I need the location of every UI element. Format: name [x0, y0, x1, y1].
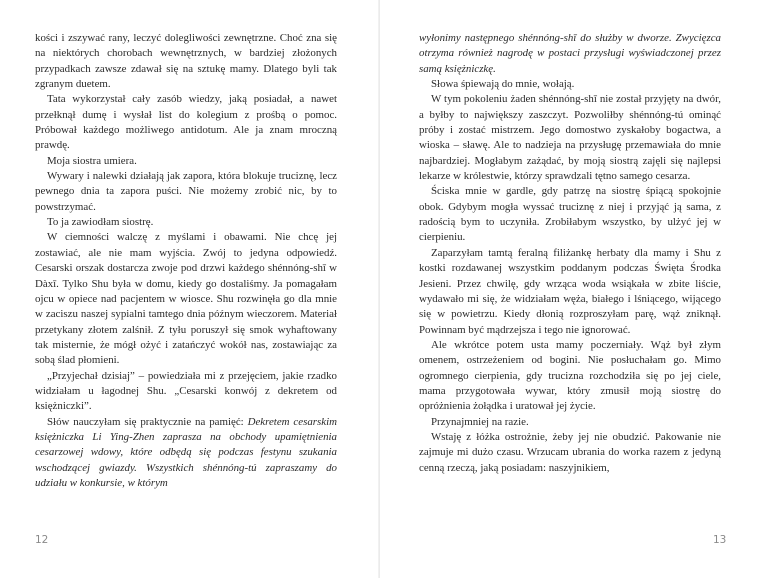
- paragraph: W ciemności walczę z myślami i obawami. Nie chcę jej zostawiać, ale nie mam wyjścia. Zwój to jedyna odpowiedź. Cesarski orszak dostarcza zwoje pod drzwi każdego shénnóng-shī w Dàxī. Tylko Shu była w domu, kiedy go dostaliśmy. Ja pomagałam ojcu w opiece nad pacjentem w wiosce. Shu rozwinęła go dla mnie w zaciszu naszej sypialni tamtego dnia późnym wieczorem. Materiał przetykany złotem zalśnił. Z tyłu poruszył się smok wyhaftowany tak misternie, że mógł ożyć i zatańczyć wokół nas, zostawiając za sobą ślad płomieni.: [35, 231, 337, 367]
- left-page-text: [35, 31, 337, 491]
- paragraph: kości i zszywać rany, leczyć dolegliwości zewnętrzne. Choć zna się na niektórych chorobach wewnętrznych, w bardziej złożonych przypadkach zawsze zdawał się na sztukę mamy. Dlatego byli tak zgranym duetem.: [35, 32, 337, 91]
- paragraph: To ja zawiodłam siostrę.: [47, 216, 154, 229]
- paragraph: „Przyjechał dzisiaj” – powiedziała mi z przejęciem, jakie rzadko widziałam u łagodnej Shu. „Cesarski konwój z dekretem od księżniczki”.: [35, 369, 337, 413]
- right-page: [380, 0, 760, 578]
- paragraph: Wywary i nalewki działają jak zapora, która blokuje truciznę, lecz pewnego dnia ta zapora puści. Nie możemy zrobić nic, by to powstrzymać.: [35, 170, 337, 213]
- paragraph: Zaparzyłam tamtą feralną filiżankę herbaty dla mamy i Shu z kostki rozdawanej wszystkim poddanym podczas Święta Środka Jesieni. Przez chwilę, gdy wrząca woda wsiąkała w zbite liście, wydawało mi się, że widziałam węża, białego i lśniącego, wijącego się w powietrzu. Kiedy dłonią rozproszyłam parę, wąż zniknął. Powinnam być mądrzejsza i tego nie ignorować.: [419, 246, 721, 336]
- decree-intro: Słów nauczyłam się praktycznie na pamięć:: [47, 415, 248, 428]
- decree-paragraph: [35, 415, 337, 492]
- decree-continuation: wyłonimy następnego shénnóng-shī do służby w dworze. Zwycięzca otrzyma również nagrodę w postaci przysługi wyświadczonej przez samą księżniczkę.: [419, 32, 721, 75]
- page-number: 13: [713, 534, 727, 546]
- paragraph: Moja siostra umiera.: [47, 154, 137, 167]
- paragraph: Tata wykorzystał cały zasób wiedzy, jaką posiadał, a nawet przełknął dumę i wysłał list do kolegium z prośbą o pomoc. Próbował każdego możliwego antidotum. Ale ja znam mroczną prawdę.: [35, 93, 337, 152]
- page-number: 12: [35, 534, 49, 546]
- paragraph: W tym pokoleniu żaden shénnóng-shī nie został przyjęty na dwór, a byłby to największy zaszczyt. Pozwoliłby shénnóng-tú ominąć próby i zostać mistrzem. Jego domostwo zyskałoby bogactwa, a wioska – sławę. Ale to nadzieja na przysługę przemawiała do mnie najbardziej. Mogłabym zażądać, by moją siostrą zajęli się najlepsi lekarze w królestwie, którzy sprawdzali tętno samego cesarza.: [419, 93, 721, 183]
- paragraph: Ściska mnie w gardle, gdy patrzę na siostrę śpiącą spokojnie obok. Gdybym mogła wyssać truciznę z niej i przyjąć ją sama, z radością bym to uczyniła. Zrobiłabym wszystko, by ulżyć jej w cierpieniu.: [419, 185, 721, 244]
- decree-text: Dekretem cesarskim księżniczka Li Ying-Zhen zaprasza na obchody upamiętnienia cesarzowej wdowy, które odbędą się podczas festynu szukania wschodzącej gwiazdy. Wszystkich shénnóng-tú zapraszamy do udziału w konkursie, w którym: [35, 415, 337, 489]
- right-page-text: [419, 31, 721, 476]
- paragraph: Wstaję z łóżka ostrożnie, żeby jej nie obudzić. Pakowanie nie zajmuje mi dużo czasu. Wrzucam ubrania do worka razem z jedyną cenną rzeczą, jaką posiadam: naszyjnikiem,: [419, 430, 721, 474]
- paragraph: Przynajmniej na razie.: [431, 415, 529, 428]
- paragraph: Ale wkrótce potem usta mamy poczerniały. Wąż był złym omenem, ostrzeżeniem od bogini. Nie posłuchałam go. Mimo ogromnego cierpienia, gdy trucizna rozchodziła się po jej ciele, mama przygotowała wywar, który zmusił moją siostrę do opróżnienia żołądka i uratował jej życie.: [419, 338, 721, 413]
- paragraph: Słowa śpiewają do mnie, wołają.: [431, 78, 575, 91]
